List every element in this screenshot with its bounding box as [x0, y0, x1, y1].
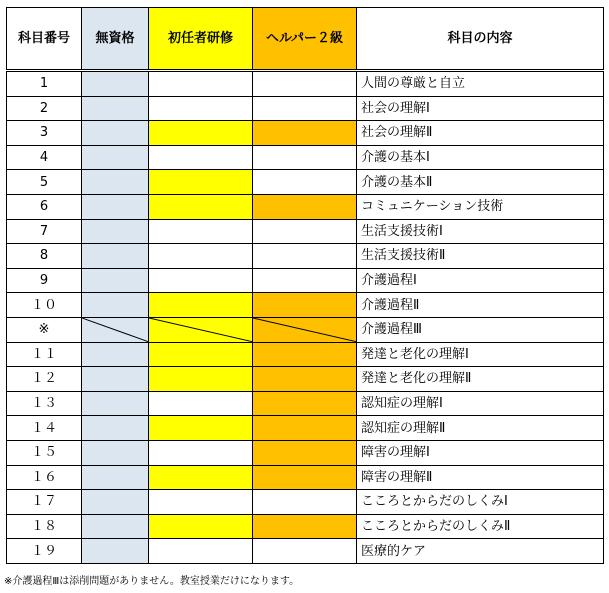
subject-number: 5 — [7, 170, 82, 195]
header-helper2: ヘルパー２級 — [253, 8, 357, 71]
footnote: ※介護過程Ⅲは添削問題がありません。教室授業だけになります。 — [4, 576, 300, 587]
subject-number: １１ — [7, 342, 82, 367]
table-row — [7, 170, 604, 195]
helper2-cell — [253, 219, 357, 244]
subject-number: １６ — [7, 465, 82, 490]
table-row — [7, 367, 604, 392]
table-row — [7, 465, 604, 490]
header-no: 科目番号 — [7, 8, 82, 71]
mushikaku-cell — [82, 514, 149, 539]
subject-name: 障害の理解Ⅱ — [357, 465, 604, 490]
shoninsha-cell — [149, 317, 253, 342]
table-row — [7, 145, 604, 170]
subject-number: １８ — [7, 514, 82, 539]
subject-name: 介護の基本Ⅱ — [357, 170, 604, 195]
subject-name: 人間の尊厳と自立 — [357, 71, 604, 97]
mushikaku-cell — [82, 293, 149, 318]
subject-name: 発達と老化の理解Ⅰ — [357, 342, 604, 367]
helper2-cell — [253, 440, 357, 465]
mushikaku-cell — [82, 268, 149, 293]
mushikaku-cell — [82, 490, 149, 515]
header-shoninsha: 初任者研修 — [149, 8, 253, 71]
table-row — [7, 539, 604, 564]
subject-name: コミュニケーション技術 — [357, 194, 604, 219]
subject-name: 障害の理解Ⅰ — [357, 440, 604, 465]
subject-name: 社会の理解Ⅰ — [357, 96, 604, 121]
mushikaku-cell — [82, 465, 149, 490]
helper2-cell — [253, 514, 357, 539]
shoninsha-cell — [149, 244, 253, 269]
shoninsha-cell — [149, 367, 253, 392]
table-row — [7, 194, 604, 219]
helper2-cell — [253, 490, 357, 515]
subject-number: １９ — [7, 539, 82, 564]
subject-number: 4 — [7, 145, 82, 170]
helper2-cell — [253, 342, 357, 367]
shoninsha-cell — [149, 194, 253, 219]
mushikaku-cell — [82, 145, 149, 170]
subject-number: １２ — [7, 367, 82, 392]
subject-name: こころとからだのしくみⅠ — [357, 490, 604, 515]
mushikaku-cell — [82, 219, 149, 244]
subject-name: 介護過程Ⅲ — [357, 317, 604, 342]
helper2-cell — [253, 293, 357, 318]
subject-name: 介護過程Ⅱ — [357, 293, 604, 318]
subject-name: 生活支援技術Ⅱ — [357, 244, 604, 269]
course-table-wrapper — [6, 7, 604, 564]
table-row — [7, 514, 604, 539]
shoninsha-cell — [149, 490, 253, 515]
subject-name: 介護過程Ⅰ — [357, 268, 604, 293]
table-row — [7, 71, 604, 97]
mushikaku-cell — [82, 367, 149, 392]
table-row — [7, 121, 604, 146]
mushikaku-cell — [82, 244, 149, 269]
table-row — [7, 317, 604, 342]
helper2-cell — [253, 170, 357, 195]
shoninsha-cell — [149, 71, 253, 97]
subject-name: 介護の基本Ⅰ — [357, 145, 604, 170]
table-row — [7, 342, 604, 367]
shoninsha-cell — [149, 293, 253, 318]
subject-number: 9 — [7, 268, 82, 293]
mushikaku-cell — [82, 96, 149, 121]
table-row — [7, 219, 604, 244]
subject-name: 認知症の理解Ⅰ — [357, 391, 604, 416]
subject-name: 発達と老化の理解Ⅱ — [357, 367, 604, 392]
mushikaku-cell — [82, 391, 149, 416]
shoninsha-cell — [149, 391, 253, 416]
helper2-cell — [253, 194, 357, 219]
helper2-cell — [253, 416, 357, 441]
helper2-cell — [253, 244, 357, 269]
table-row — [7, 440, 604, 465]
table-row — [7, 244, 604, 269]
mushikaku-cell — [82, 539, 149, 564]
shoninsha-cell — [149, 219, 253, 244]
shoninsha-cell — [149, 170, 253, 195]
mushikaku-cell — [82, 440, 149, 465]
subject-number: ※ — [7, 317, 82, 342]
shoninsha-cell — [149, 121, 253, 146]
table-row — [7, 96, 604, 121]
shoninsha-cell — [149, 465, 253, 490]
shoninsha-cell — [149, 514, 253, 539]
subject-name: 認知症の理解Ⅱ — [357, 416, 604, 441]
subject-number: １５ — [7, 440, 82, 465]
subject-name: こころとからだのしくみⅡ — [357, 514, 604, 539]
mushikaku-cell — [82, 121, 149, 146]
subject-number: 8 — [7, 244, 82, 269]
subject-number: １３ — [7, 391, 82, 416]
shoninsha-cell — [149, 342, 253, 367]
helper2-cell — [253, 145, 357, 170]
helper2-cell — [253, 367, 357, 392]
helper2-cell — [253, 268, 357, 293]
helper2-cell — [253, 465, 357, 490]
subject-number: 1 — [7, 71, 82, 97]
mushikaku-cell — [82, 194, 149, 219]
subject-number: １４ — [7, 416, 82, 441]
helper2-cell — [253, 71, 357, 97]
subject-number: 3 — [7, 121, 82, 146]
table-row — [7, 490, 604, 515]
subject-number: 7 — [7, 219, 82, 244]
shoninsha-cell — [149, 96, 253, 121]
mushikaku-cell — [82, 342, 149, 367]
mushikaku-cell — [82, 317, 149, 342]
table-row — [7, 268, 604, 293]
course-table — [6, 7, 604, 564]
subject-name: 生活支援技術Ⅰ — [357, 219, 604, 244]
helper2-cell — [253, 539, 357, 564]
shoninsha-cell — [149, 539, 253, 564]
shoninsha-cell — [149, 268, 253, 293]
helper2-cell — [253, 317, 357, 342]
subject-number: 2 — [7, 96, 82, 121]
shoninsha-cell — [149, 416, 253, 441]
table-row — [7, 391, 604, 416]
helper2-cell — [253, 121, 357, 146]
subject-name: 社会の理解Ⅱ — [357, 121, 604, 146]
subject-number: 6 — [7, 194, 82, 219]
helper2-cell — [253, 96, 357, 121]
subject-number: １７ — [7, 490, 82, 515]
table-header-row — [7, 8, 604, 71]
shoninsha-cell — [149, 440, 253, 465]
header-naiyo: 科目の内容 — [357, 8, 604, 71]
mushikaku-cell — [82, 416, 149, 441]
helper2-cell — [253, 391, 357, 416]
mushikaku-cell — [82, 170, 149, 195]
shoninsha-cell — [149, 145, 253, 170]
table-body — [7, 71, 604, 564]
table-row — [7, 293, 604, 318]
table-row — [7, 416, 604, 441]
mushikaku-cell — [82, 71, 149, 97]
subject-name: 医療的ケア — [357, 539, 604, 564]
header-mushikaku: 無資格 — [82, 8, 149, 71]
subject-number: １０ — [7, 293, 82, 318]
